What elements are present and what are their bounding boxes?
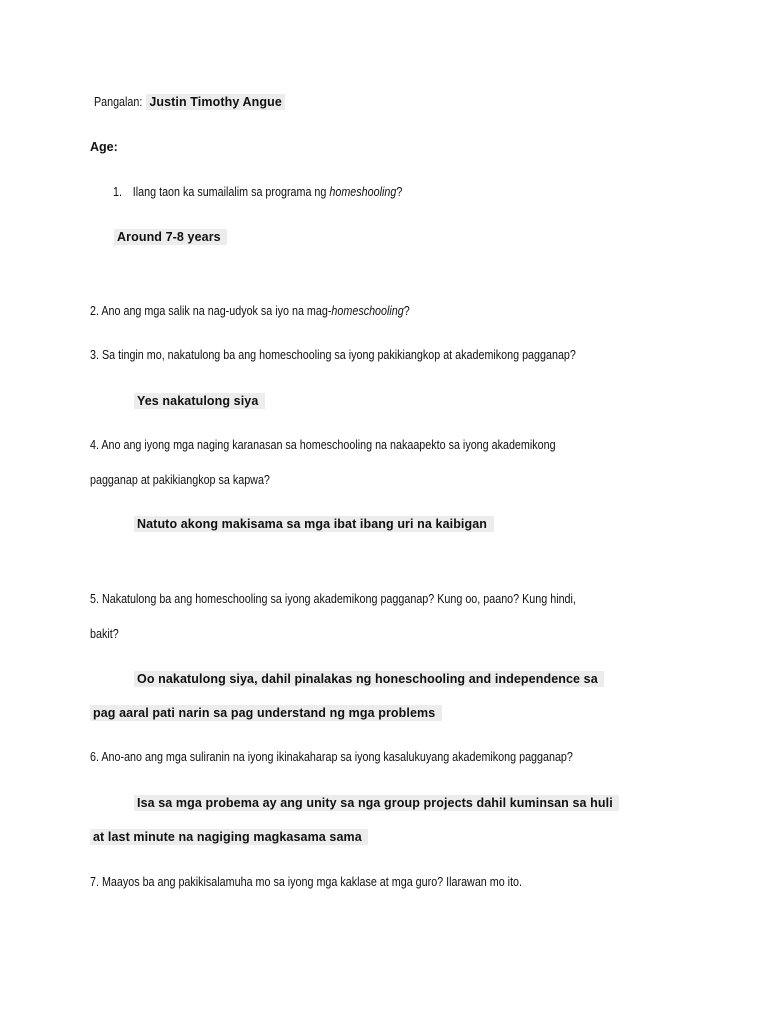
question-5-line-2: bakit? bbox=[90, 627, 119, 641]
answer-5-line-2 bbox=[90, 705, 442, 721]
question-7: 7. Maayos ba ang pakikisalamuha mo sa iyong mga kaklase at mga guro? Ilarawan mo ito. bbox=[90, 875, 523, 889]
question-2-suffix: ? bbox=[403, 304, 410, 318]
name-label: Pangalan: bbox=[93, 95, 143, 109]
answer-1-text: Around 7-8 years bbox=[114, 229, 227, 245]
question-2 bbox=[90, 303, 410, 319]
question-1-emphasis: homeshooling bbox=[329, 185, 397, 199]
answer-4 bbox=[134, 516, 494, 532]
answer-5-line-1 bbox=[134, 671, 604, 687]
answer-6-line-2 bbox=[90, 829, 368, 845]
answer-5-text-1: Oo nakatulong siya, dahil pinalakas ng honeschooling and independence sa bbox=[134, 671, 604, 687]
answer-6-text-1: Isa sa mga probema ay ang unity sa nga group projects dahil kuminsan sa huli bbox=[134, 795, 619, 811]
name-row bbox=[90, 94, 285, 110]
question-3: 3. Sa tingin mo, nakatulong ba ang homeschooling sa iyong pakikiangkop at akademikong pagganap? bbox=[90, 348, 576, 362]
question-1-number: 1. bbox=[113, 185, 122, 199]
question-1 bbox=[113, 184, 402, 200]
age-label: Age: bbox=[90, 140, 118, 154]
answer-4-text: Natuto akong makisama sa mga ibat ibang uri na kaibigan bbox=[134, 516, 494, 532]
question-1-text: Ilang taon ka sumailalim sa programa ng bbox=[132, 185, 330, 199]
answer-6-text-2: at last minute na nagiging magkasama sama bbox=[90, 829, 368, 845]
answer-3-text: Yes nakatulong siya bbox=[134, 393, 265, 409]
answer-1 bbox=[114, 229, 227, 245]
answer-5-text-2: pag aaral pati narin sa pag understand ng mga problems bbox=[90, 705, 442, 721]
question-2-text: 2. Ano ang mga salik na nag-udyok sa iyo na mag- bbox=[90, 304, 332, 318]
question-5-line-1: 5. Nakatulong ba ang homeschooling sa iyong akademikong pagganap? Kung oo, paano? Kung hindi, bbox=[90, 592, 576, 606]
name-value: Justin Timothy Angue bbox=[146, 94, 285, 110]
question-4-line-2: pagganap at pakikiangkop sa kapwa? bbox=[90, 473, 270, 487]
answer-3 bbox=[134, 393, 265, 409]
answer-6-line-1 bbox=[134, 795, 619, 811]
question-1-suffix: ? bbox=[396, 185, 403, 199]
question-6: 6. Ano-ano ang mga suliranin na iyong ikinakaharap sa iyong kasalukuyang akademikong pagganap? bbox=[90, 750, 573, 764]
question-4-line-1: 4. Ano ang iyong mga naging karanasan sa homeschooling na nakaapekto sa iyong akademikong bbox=[90, 438, 556, 452]
question-2-emphasis: homeschooling bbox=[331, 304, 404, 318]
